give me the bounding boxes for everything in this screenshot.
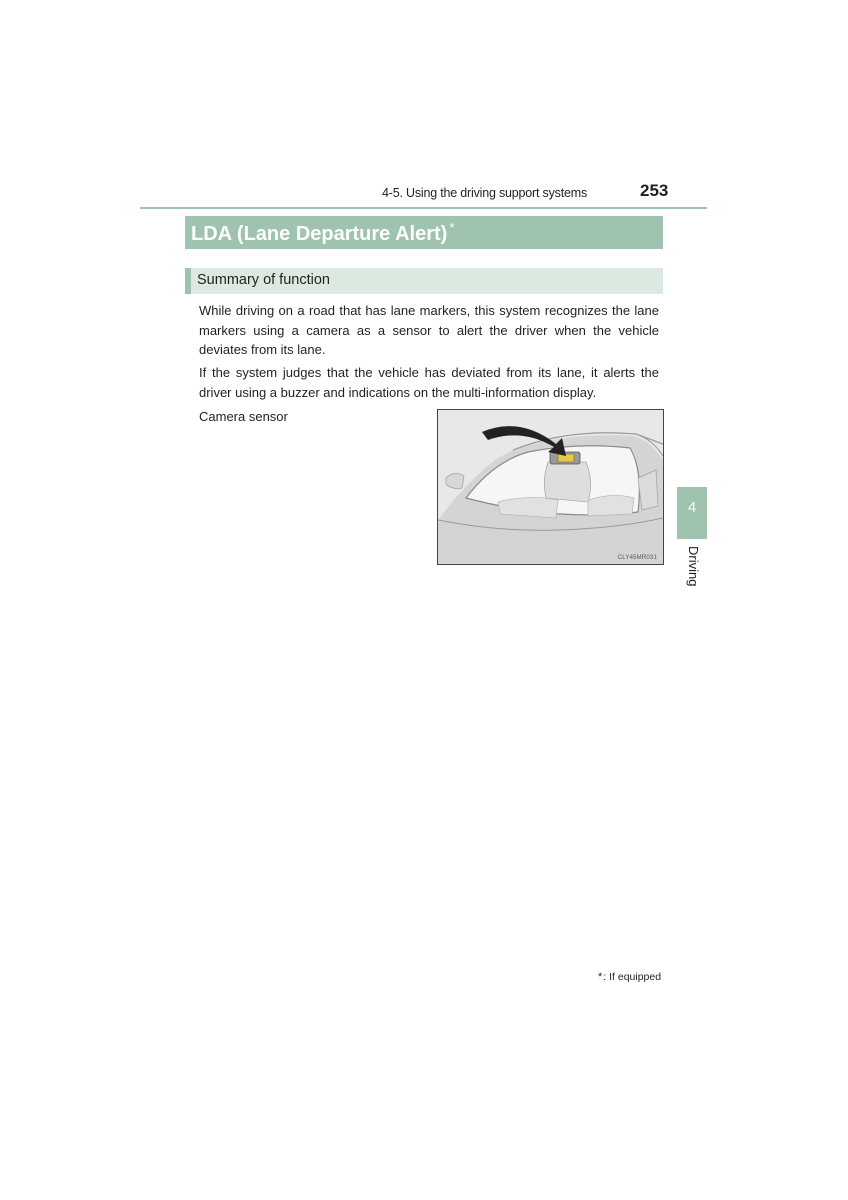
title-bar [185, 216, 663, 249]
page-number: 253 [640, 181, 669, 200]
body-paragraph-1: While driving on a road that has lane markers, this system recognizes the lane markers using a camera as a sensor to alert the driver when the vehicle deviates from its lane. [199, 303, 659, 357]
section-subtitle: Summary of function [197, 272, 330, 288]
footnote-text: : If equipped [603, 971, 662, 983]
chapter-number: 4 [687, 499, 697, 516]
page-title [191, 220, 454, 246]
header-divider [140, 207, 707, 209]
chapter-tab [677, 487, 707, 539]
figure-caption: Camera sensor [199, 409, 288, 424]
subtitle-bar [185, 268, 663, 294]
windshield-drawing [438, 410, 663, 564]
page-title-text: LDA (Lane Departure Alert) [191, 223, 448, 245]
footnote [598, 971, 661, 983]
header-section-title: 4-5. Using the driving support systems [382, 186, 587, 200]
equipped-marker: * [449, 220, 455, 235]
body-paragraph-2: If the system judges that the vehicle has deviated from its lane, it alerts the driver using a buzzer and indications on the multi-information display. [199, 365, 659, 400]
footnote-marker: * [598, 971, 603, 983]
chapter-label: Driving [686, 546, 701, 587]
camera-sensor-illustration [437, 409, 664, 565]
subtitle-accent [185, 268, 191, 294]
figure-code: CLY45MR031 [617, 555, 657, 561]
